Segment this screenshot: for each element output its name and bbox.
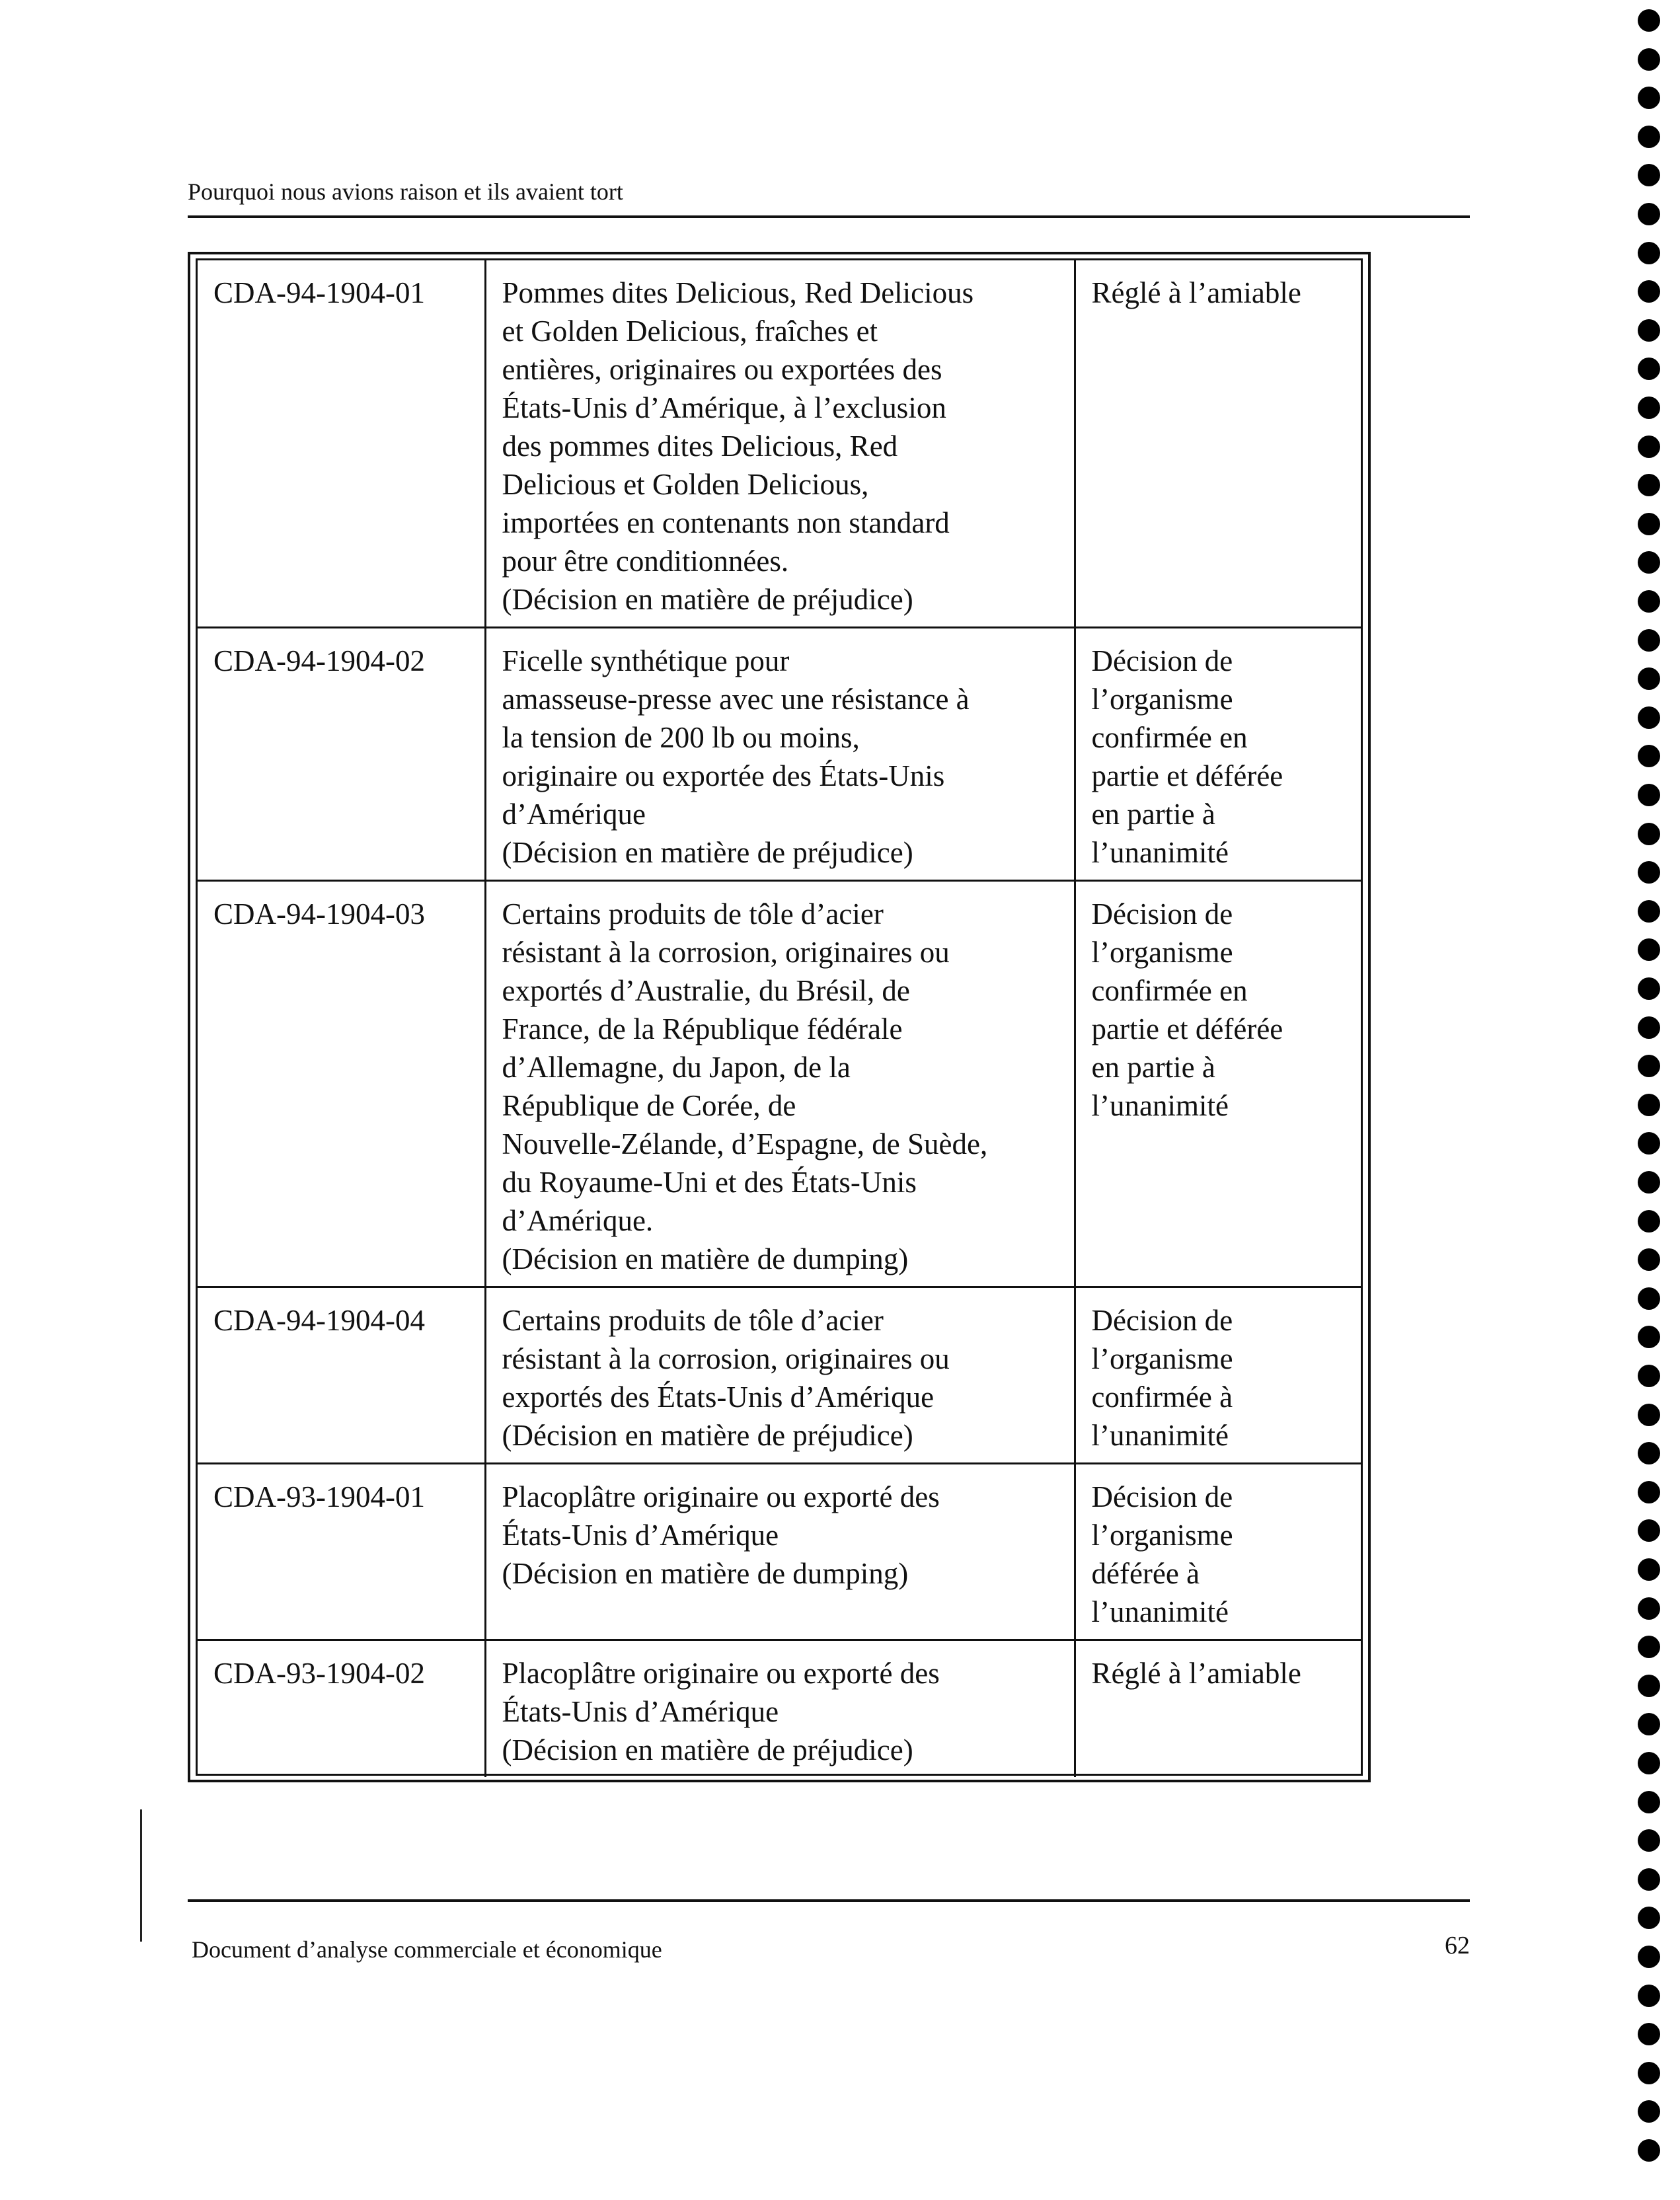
binding-hole [1638,977,1660,1000]
result-cell [1075,881,1361,1287]
binding-hole [1638,1868,1660,1891]
page-number: 62 [1445,1932,1470,1959]
case-number: CDA-94-1904-04 [213,1304,425,1337]
result-cell [1075,260,1361,628]
binding-hole [1638,667,1660,690]
table-row [198,628,1361,881]
description-line: États-Unis d’Amérique, à l’exclusion [502,391,946,424]
description-cell [485,628,1075,881]
binding-hole [1638,1248,1660,1271]
binding-hole [1638,358,1660,380]
binding-hole [1638,9,1660,32]
description-line: pour être conditionnées. [502,545,789,578]
description-line: (Décision en matière de préjudice) [502,836,913,869]
result-line: confirmée en [1091,721,1248,754]
margin-mark [140,1809,142,1942]
binding-hole [1638,2023,1660,2045]
binding-hole [1638,1597,1660,1620]
description-line: (Décision en matière de préjudice) [502,1733,913,1766]
binding-hole [1638,1558,1660,1581]
binding-hole [1638,1210,1660,1233]
table-row [198,1640,1361,1778]
running-header-title: Pourquoi nous avions raison et ils avaient tort [188,178,623,205]
description-cell [485,881,1075,1287]
running-footer-title: Document d’analyse commerciale et économique [192,1936,662,1963]
table-row [198,1464,1361,1640]
case-number-cell [198,881,485,1287]
description-line: résistant à la corrosion, originaires ou [502,936,950,969]
description-line: importées en contenants non standard [502,506,950,539]
case-number-cell [198,1287,485,1464]
description-line: (Décision en matière de dumping) [502,1242,909,1275]
binding-hole [1638,242,1660,264]
result-line: l’unanimité [1091,1595,1229,1628]
description-line: (Décision en matière de préjudice) [502,583,913,616]
binding-hole [1638,203,1660,225]
binding-hole [1638,436,1660,458]
binding-hole [1638,1829,1660,1852]
binding-hole [1638,1094,1660,1116]
table-row [198,260,1361,628]
cases-table-frame [188,252,1371,1782]
result-line: Décision de [1091,1304,1233,1337]
binding-hole [1638,784,1660,806]
result-line: Réglé à l’amiable [1091,276,1301,309]
result-line: confirmée en [1091,974,1248,1007]
description-line: amasseuse-presse avec une résistance à [502,683,970,716]
result-line: confirmée à [1091,1381,1233,1414]
binding-hole [1638,48,1660,71]
description-line: Pommes dites Delicious, Red Delicious [502,276,974,309]
table-row [198,881,1361,1287]
binding-hole [1638,823,1660,845]
description-line: États-Unis d’Amérique [502,1519,779,1552]
binding-hole [1638,319,1660,342]
description-line: Nouvelle-Zélande, d’Espagne, de Suède, [502,1127,988,1160]
binding-hole [1638,87,1660,109]
binding-hole [1638,900,1660,923]
binding-hole [1638,1675,1660,1697]
description-line: (Décision en matière de dumping) [502,1557,909,1590]
description-line: des pommes dites Delicious, Red [502,430,898,463]
description-line: Placoplâtre originaire ou exporté des [502,1657,940,1690]
description-line: Certains produits de tôle d’acier [502,897,884,930]
description-line: résistant à la corrosion, originaires ou [502,1342,950,1375]
description-line: République de Corée, de [502,1089,796,1122]
result-line: en partie à [1091,1051,1215,1084]
binding-hole [1638,1481,1660,1503]
case-number: CDA-94-1904-03 [213,897,425,930]
binding-hole [1638,551,1660,574]
binding-hole [1638,1442,1660,1464]
result-line: l’unanimité [1091,836,1229,869]
result-cell [1075,628,1361,881]
binding-hole [1638,164,1660,186]
cases-table-inner-frame [196,258,1363,1776]
result-line: partie et déférée [1091,759,1283,792]
description-line: Placoplâtre originaire ou exporté des [502,1480,940,1513]
description-line: entières, originaires ou exportées des [502,353,942,386]
binding-hole [1638,1636,1660,1658]
result-line: partie et déférée [1091,1012,1283,1045]
binding-hole [1638,938,1660,961]
binding-hole [1638,126,1660,148]
description-line: Certains produits de tôle d’acier [502,1304,884,1337]
case-number: CDA-93-1904-01 [213,1480,425,1513]
table-row [198,1287,1361,1464]
description-line: (Décision en matière de préjudice) [502,1419,913,1452]
binding-hole [1638,1946,1660,1968]
binding-hole [1638,2100,1660,2123]
description-cell [485,1287,1075,1464]
description-line: et Golden Delicious, fraîches et [502,315,878,348]
binding-hole [1638,280,1660,303]
binding-hole [1638,861,1660,884]
binding-holes [1638,0,1665,2200]
description-line: d’Amérique. [502,1204,654,1237]
binding-hole [1638,1132,1660,1155]
header-rule [188,215,1470,218]
binding-hole [1638,2062,1660,2084]
description-line: originaire ou exportée des États-Unis [502,759,945,792]
description-line: du Royaume-Uni et des États-Unis [502,1166,917,1199]
description-cell [485,260,1075,628]
binding-hole [1638,1713,1660,1735]
binding-hole [1638,1171,1660,1194]
result-cell [1075,1640,1361,1778]
case-number: CDA-93-1904-02 [213,1657,425,1690]
binding-hole [1638,629,1660,652]
result-cell [1075,1464,1361,1640]
binding-hole [1638,1791,1660,1813]
case-number: CDA-94-1904-01 [213,276,425,309]
description-line: exportés d’Australie, du Brésil, de [502,974,910,1007]
binding-hole [1638,513,1660,535]
binding-hole [1638,1404,1660,1426]
binding-hole [1638,1365,1660,1387]
case-number-cell [198,1464,485,1640]
cases-table [198,260,1361,1777]
description-line: France, de la République fédérale [502,1012,903,1045]
binding-hole [1638,1985,1660,2007]
binding-hole [1638,1752,1660,1774]
binding-hole [1638,397,1660,419]
result-line: déférée à [1091,1557,1200,1590]
binding-hole [1638,1287,1660,1310]
case-number: CDA-94-1904-02 [213,644,425,677]
result-line: l’unanimité [1091,1089,1229,1122]
result-line: l’organisme [1091,683,1233,716]
binding-hole [1638,745,1660,767]
result-line: Décision de [1091,644,1233,677]
description-cell [485,1640,1075,1778]
description-line: la tension de 200 lb ou moins, [502,721,860,754]
result-line: l’unanimité [1091,1419,1229,1452]
result-line: Réglé à l’amiable [1091,1657,1301,1690]
description-line: d’Allemagne, du Japon, de la [502,1051,851,1084]
description-line: d’Amérique [502,798,646,831]
description-line: États-Unis d’Amérique [502,1695,779,1728]
result-cell [1075,1287,1361,1464]
binding-hole [1638,474,1660,496]
result-line: en partie à [1091,798,1215,831]
footer-rule [188,1899,1470,1902]
binding-hole [1638,1016,1660,1039]
result-line: Décision de [1091,1480,1233,1513]
binding-hole [1638,2139,1660,2162]
binding-hole [1638,590,1660,613]
cases-table-body [198,260,1361,1777]
result-line: Décision de [1091,897,1233,930]
description-line: exportés des États-Unis d’Amérique [502,1381,935,1414]
binding-hole [1638,1519,1660,1542]
case-number-cell [198,260,485,628]
case-number-cell [198,1640,485,1778]
binding-hole [1638,706,1660,729]
binding-hole [1638,1326,1660,1348]
result-line: l’organisme [1091,1342,1233,1375]
description-line: Ficelle synthétique pour [502,644,790,677]
binding-hole [1638,1055,1660,1077]
case-number-cell [198,628,485,881]
description-line: Delicious et Golden Delicious, [502,468,869,501]
description-cell [485,1464,1075,1640]
binding-hole [1638,1907,1660,1929]
result-line: l’organisme [1091,936,1233,969]
result-line: l’organisme [1091,1519,1233,1552]
